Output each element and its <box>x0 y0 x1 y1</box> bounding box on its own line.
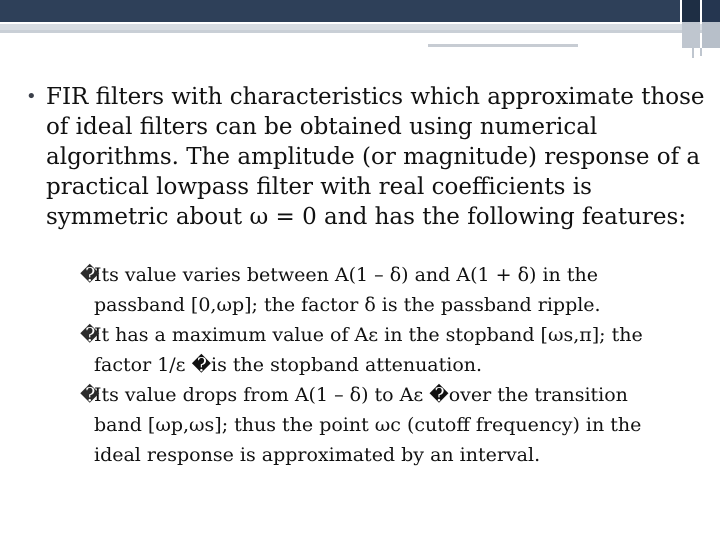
main-bullet <box>26 82 716 232</box>
corner-tick <box>700 48 702 56</box>
corner-decoration <box>682 22 700 48</box>
sub-bullet-list <box>80 260 710 470</box>
sub-bullet-marker: � <box>80 384 100 406</box>
slide-header-bar <box>0 0 720 22</box>
sub-bullet-text: It has a maximum value of Aε in the stopband [ωs,π]; the factor 1/ε �is the stopband attenuation. <box>94 324 643 376</box>
sub-bullet-marker: � <box>80 264 100 286</box>
corner-decoration <box>702 22 720 48</box>
sub-bullet-marker: � <box>80 324 100 346</box>
decorative-rule <box>428 44 578 47</box>
header-corner-tab <box>702 0 720 22</box>
header-divider <box>680 0 682 22</box>
sub-bullet-item <box>80 320 710 380</box>
header-accent-line <box>0 30 720 33</box>
sub-bullet-text: Its value drops from A(1 – δ) to Aε �over the transition band [ωp,ωs]; thus the point ωc (cutoff frequency) in the ideal response is approximated by an interval. <box>94 384 642 466</box>
bullet-marker: • <box>26 86 37 107</box>
sub-bullet-item <box>80 380 710 470</box>
corner-tick <box>692 48 694 58</box>
sub-bullet-text: Its value varies between A(1 – δ) and A(1 + δ) in the passband [0,ωp]; the factor δ is the passband ripple. <box>94 264 601 316</box>
main-bullet-text: FIR filters with characteristics which approximate those of ideal filters can be obtained using numerical algorithms. The amplitude (or magnitude) response of a practical lowpass filter with real coefficients is symmetric about ω = 0 and has the following features: <box>46 84 705 230</box>
sub-bullet-item <box>80 260 710 320</box>
